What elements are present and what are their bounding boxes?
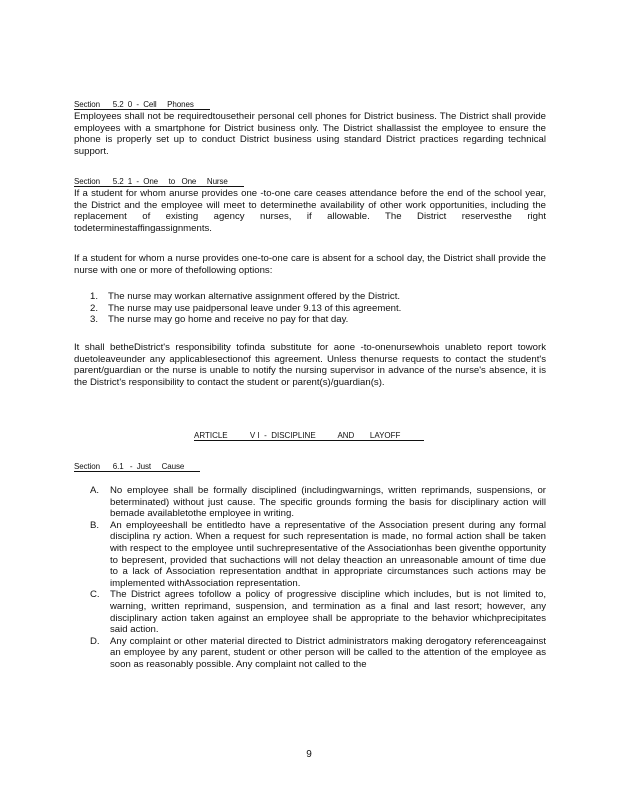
list-text: The nurse may use paidpersonal leave under 9.13 of this agreement. [108,302,402,314]
section-body-one-to-one-3: It shall betheDistrict's responsibility tofinda substitute for aone -to-onenursewhois unableto report towork duetoleaveunder any applicablesectionof this agreement. Unless thenurse requests to contact the student's parent/guardian or the nurse is unable to notify the nursing supervisor in advance of the nurse's absence, it is the District's responsibility to contact the student or parent(s)/guardian(s). [74,342,546,388]
list-text: No employee shall be formally disciplined (includingwarnings, written reprimands, suspensions, or beterminated) without just cause. The specific grounds forming the basis for disciplinary action will bemade availabletothe employee in writing. [110,485,546,520]
list-item [90,291,546,303]
list-item [90,520,546,590]
just-cause-list [90,485,546,671]
list-item [90,589,546,635]
section-body-one-to-one-1: If a student for whom anurse provides one -to-one care ceases attendance before the end of the school year, the District and the employee will meet to determinethe availability of other work opportunities, including the replacement of existing agency nurses, if allowable. The District reservesthe right todeterminestaffingassignments. [74,188,546,234]
list-item [90,636,546,671]
list-item [90,314,546,326]
list-text: An employeeshall be entitledto have a representative of the Association present during any formal disciplina ry action. When a request for such representation is made, no formal action shall be taken with respect to the employee until suchrepresentative of the Associationhas been giventhe opportunity to bepresent, provided that suchactions will not delay theaction an unreasonable amount of time due to a lack of Association representation andthat in appropriate circumstances such actions may be implemented withAssociation representation. [110,519,546,589]
list-text: The nurse may workan alternative assignment offered by the District. [108,291,401,302]
list-letter: D. [90,635,100,647]
list-text: Any complaint or other material directed to District administrators making derogatory referenceagainst an employee by any parent, student or other person will be called to the attention of the employee as soon as reasonably possible. Any complaint not called to the [110,635,546,670]
nurse-options-list [90,291,546,326]
article-title: ARTICLE V I - DISCIPLINE AND LAYOFF [194,431,424,441]
list-item [90,303,546,315]
list-letter: C. [90,589,100,601]
section-heading-one-to-one-nurse: Section 5.2 1 - One to One Nurse [74,177,244,187]
list-letter: A. [90,485,100,496]
list-number: 3. [90,314,99,326]
section-heading-just-cause: Section 6.1 - Just Cause [74,462,200,472]
section-body-one-to-one-2: If a student for whom a nurse provides one-to-one care is absent for a school day, the District shall provide the nurse with one or more of thefollowing options: [74,253,546,276]
list-number: 2. [90,302,99,314]
list-item [90,485,546,520]
section-heading-cell-phones: Section 5.2 0 - Cell Phones [74,100,210,110]
page-number: 9 [306,749,312,760]
list-text: The District agrees tofollow a policy of progressive discipline which includes, but is not limited to, warning, written reprimand, suspension, and termination as a final and last resort; however, any disciplinary action taken against an employee shall be appropriate to the behavior whichprecipitates said action. [110,589,546,636]
section-body-cell-phones: Employees shall not be requiredtousetheir personal cell phones for District business. The District shall provide employees with a smartphone for District business only. The District shallassist the employee to ensure the phone is properly set up to conduct District business using standard District practices regarding technical support. [74,111,546,157]
list-text: The nurse may go home and receive no pay for that day. [108,314,349,326]
list-number: 1. [90,291,99,302]
list-letter: B. [90,519,100,531]
